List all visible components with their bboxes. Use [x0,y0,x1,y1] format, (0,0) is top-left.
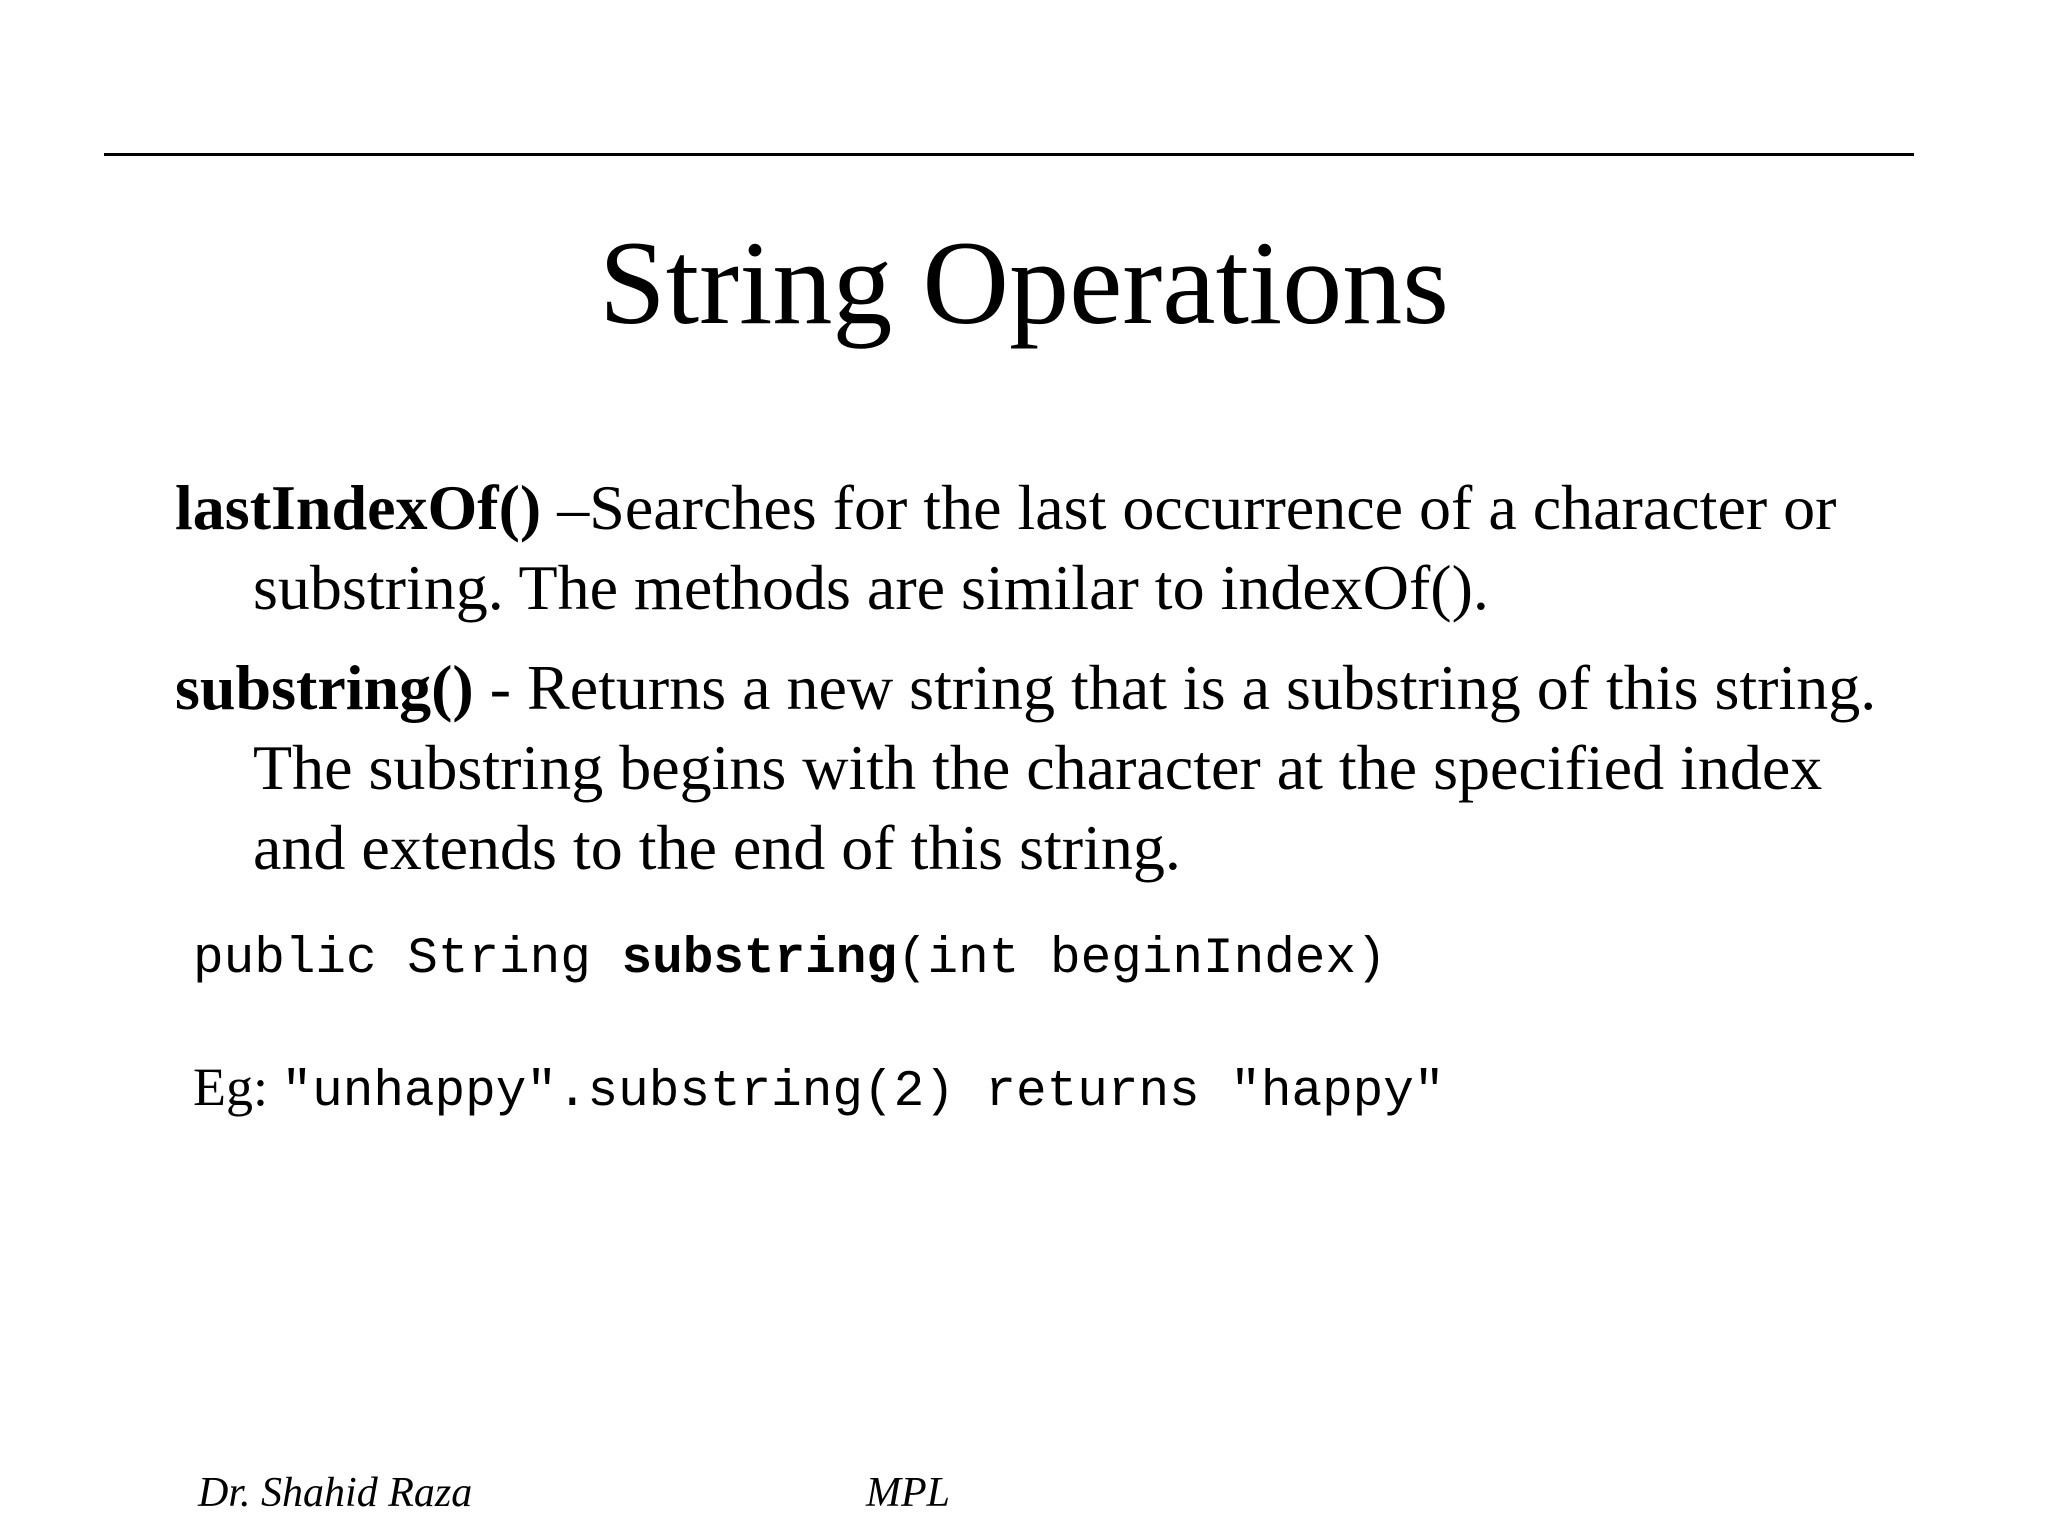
method-signature [193,925,1387,995]
bullet-substring [175,648,1915,888]
bullet-description: - Returns a new string that is a substring of this string. The substring begins with the character at the specified index and extends to the end of this string. [253,652,1877,883]
signature-method: substring [621,931,897,988]
signature-suffix: (int beginIndex) [896,931,1387,988]
bullet-list [175,468,1915,908]
bullet-term: lastIndexOf() [175,472,542,543]
signature-prefix: public String [193,931,622,988]
slide-title: String Operations [599,216,1449,349]
bullet-term: substring() [175,652,474,723]
bullet-last-index-of [175,468,1915,628]
bullet-description: –Searches for the last occurrence of a character or substring. The methods are similar to indexOf(). [253,472,1837,623]
footer-course: MPL [866,1470,950,1516]
top-divider-line [104,153,1914,156]
example-label: Eg: [193,1057,282,1117]
example-line [193,1052,1445,1128]
footer-author: Dr. Shahid Raza [198,1470,473,1516]
example-code: "unhappy".substring(2) returns "happy" [281,1064,1445,1121]
